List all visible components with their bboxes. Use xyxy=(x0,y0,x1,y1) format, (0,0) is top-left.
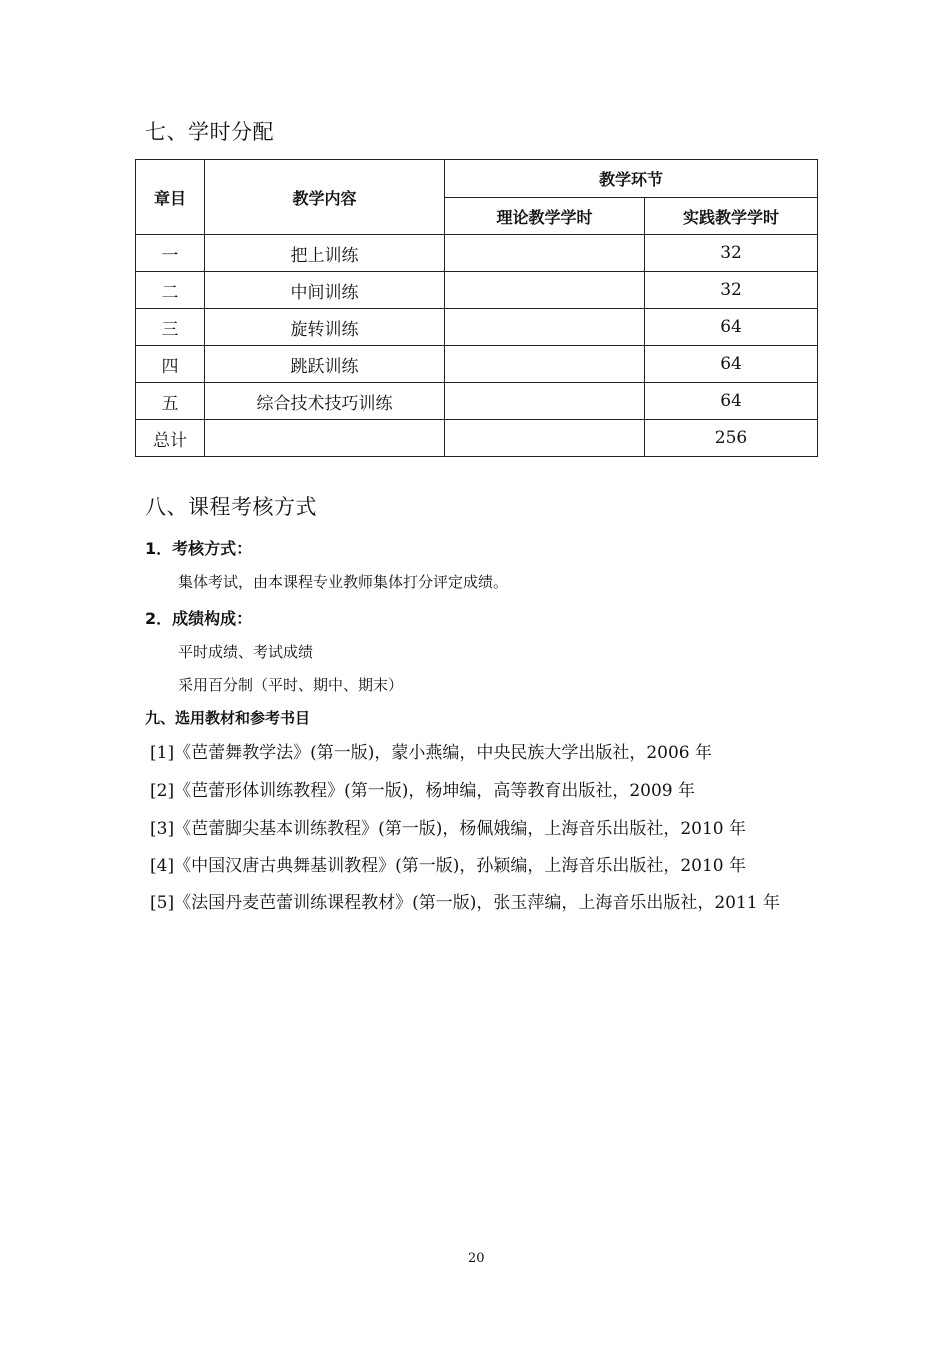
cell-content: 跳跃训练 xyxy=(205,346,445,383)
hours-allocation-table xyxy=(135,159,818,457)
cell-theory xyxy=(445,383,645,420)
table-row xyxy=(136,346,818,383)
page-number: 20 xyxy=(468,1251,485,1266)
cell-practice: 64 xyxy=(645,383,818,420)
reference-item: [2]《芭蕾形体训练教程》(第一版)，杨坤编，高等教育出版社，2009 年 xyxy=(150,781,696,801)
cell-chapter: 一 xyxy=(136,235,205,272)
header-content: 教学内容 xyxy=(205,160,445,235)
cell-theory xyxy=(445,420,645,457)
grade-composition-line: 采用百分制（平时、期中、期末） xyxy=(178,676,404,694)
header-theory-hours: 理论教学学时 xyxy=(445,198,645,235)
section7-title: 七、学时分配 xyxy=(145,120,274,144)
cell-chapter: 二 xyxy=(136,272,205,309)
reference-item: [4]《中国汉唐古典舞基训教程》(第一版)，孙颖编，上海音乐出版社，2010 年 xyxy=(150,856,747,876)
cell-theory xyxy=(445,272,645,309)
cell-content: 综合技术技巧训练 xyxy=(205,383,445,420)
cell-practice: 64 xyxy=(645,346,818,383)
cell-theory xyxy=(445,346,645,383)
header-practice-hours: 实践教学学时 xyxy=(645,198,818,235)
section8-title: 八、课程考核方式 xyxy=(145,495,317,519)
cell-practice: 64 xyxy=(645,309,818,346)
reference-item: [1]《芭蕾舞教学法》(第一版)，蒙小燕编，中央民族大学出版社，2006 年 xyxy=(150,743,713,763)
cell-content: 中间训练 xyxy=(205,272,445,309)
table-row-total xyxy=(136,420,818,457)
cell-theory xyxy=(445,309,645,346)
grade-composition-line: 平时成绩、考试成绩 xyxy=(178,643,314,661)
table-row xyxy=(136,272,818,309)
reference-item: [5]《法国丹麦芭蕾训练课程教材》(第一版)，张玉萍编，上海音乐出版社，2011 年 xyxy=(150,893,781,913)
assessment-method-text: 集体考试，由本课程专业教师集体打分评定成绩。 xyxy=(178,573,509,591)
cell-content: 旋转训练 xyxy=(205,309,445,346)
cell-practice: 256 xyxy=(645,420,818,457)
table-row xyxy=(136,383,818,420)
grade-composition-heading: 2．成绩构成： xyxy=(145,609,253,628)
cell-chapter: 总计 xyxy=(136,420,205,457)
header-teaching-group: 教学环节 xyxy=(445,160,818,198)
reference-item: [3]《芭蕾脚尖基本训练教程》(第一版)，杨佩娥编，上海音乐出版社，2010 年 xyxy=(150,819,747,839)
cell-chapter: 四 xyxy=(136,346,205,383)
header-chapter: 章目 xyxy=(136,160,205,235)
cell-theory xyxy=(445,235,645,272)
cell-content: 把上训练 xyxy=(205,235,445,272)
cell-practice: 32 xyxy=(645,235,818,272)
cell-chapter: 三 xyxy=(136,309,205,346)
table-row xyxy=(136,309,818,346)
cell-chapter: 五 xyxy=(136,383,205,420)
cell-practice: 32 xyxy=(645,272,818,309)
table-row xyxy=(136,235,818,272)
cell-content xyxy=(205,420,445,457)
assessment-method-heading: 1．考核方式： xyxy=(145,539,253,558)
section9-title: 九、选用教材和参考书目 xyxy=(145,709,311,727)
